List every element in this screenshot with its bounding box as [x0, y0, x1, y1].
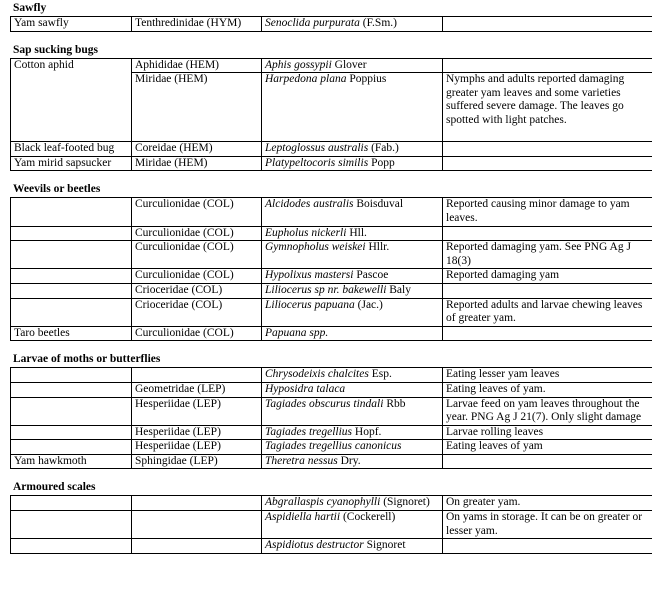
notes-cell: [443, 17, 652, 32]
table-row: [11, 496, 652, 511]
table-row: [11, 511, 652, 539]
scientific-name-cell: [262, 198, 443, 226]
table-weevils-or-beetles: [10, 197, 652, 341]
authority: Rbb: [383, 397, 406, 410]
scientific-name: Senoclida purpurata: [265, 17, 360, 29]
family-cell: Curculionidae (COL): [132, 326, 262, 341]
section-title-sawfly: Sawfly: [13, 2, 47, 14]
family-cell: [132, 368, 262, 383]
notes-cell: Eating lesser yam leaves: [443, 368, 652, 383]
family-cell: Coreidae (HEM): [132, 142, 262, 157]
scientific-name-cell: [262, 382, 443, 397]
common-name-cell: [11, 425, 132, 440]
scientific-name: Gymnopholus weiskei: [265, 241, 366, 254]
scientific-name: Platypeltocoris similis: [265, 156, 369, 169]
common-name-cell: Yam hawkmoth: [11, 454, 132, 469]
scientific-name-cell: [262, 539, 443, 554]
family-cell: Geometridae (LEP): [132, 382, 262, 397]
scientific-name: Aspidiotus destructor: [265, 539, 364, 552]
common-name-cell: [11, 269, 132, 284]
scientific-name-cell: [262, 17, 443, 32]
table-armoured-scales: [10, 495, 652, 553]
table-row: [11, 142, 652, 157]
scientific-name: Aspidiella hartii: [265, 511, 341, 524]
scientific-name: Hyposidra talaca: [265, 382, 346, 395]
notes-cell: Reported causing minor damage to yam leaves.: [443, 198, 652, 226]
authority: Baly: [386, 283, 411, 296]
table-row: [11, 58, 652, 73]
scientific-name: Harpedona plana: [265, 73, 347, 86]
scientific-name: Eupholus nickerli: [265, 226, 347, 239]
authority: Boisduval: [353, 198, 404, 211]
section-title-weevils-or-beetles: Weevils or beetles: [13, 183, 101, 196]
authority: Hopf.: [352, 425, 382, 438]
family-cell: [132, 539, 262, 554]
scientific-name-cell: [262, 156, 443, 171]
notes-cell: [443, 539, 652, 554]
family-cell: Hesperiidae (LEP): [132, 397, 262, 425]
table-row: [11, 397, 652, 425]
common-name-cell: Black leaf-footed bug: [11, 142, 132, 157]
notes-cell: [443, 156, 652, 171]
scientific-name-cell: [262, 425, 443, 440]
table-row: [11, 156, 652, 171]
notes-cell: [443, 326, 652, 341]
common-name-cell: Yam sawfly: [11, 17, 132, 32]
common-name-cell: [11, 368, 132, 383]
scientific-name-cell: [262, 241, 443, 269]
table-sap-sucking-bugs: [10, 58, 652, 172]
table-row: [11, 283, 652, 298]
scientific-name-cell: [262, 368, 443, 383]
authority: (F.Sm.): [359, 17, 397, 29]
table-row: [11, 298, 652, 326]
family-cell: Sphingidae (LEP): [132, 454, 262, 469]
common-name-cell: Taro beetles: [11, 326, 132, 341]
table-row: [11, 539, 652, 554]
scientific-name: Leptoglossus australis: [265, 142, 369, 155]
pest-document: [10, 2, 646, 554]
scientific-name: Theretra nessus: [265, 454, 338, 467]
table-larvae-of-moths-or-butterflies: [10, 367, 652, 469]
table-row: [11, 382, 652, 397]
common-name-cell: [11, 283, 132, 298]
scientific-name: Abgrallaspis cyanophylli: [265, 496, 381, 509]
scientific-name-cell: [262, 454, 443, 469]
common-name-cell: [11, 440, 132, 455]
common-name-cell: [11, 496, 132, 511]
table-row: [11, 17, 652, 32]
notes-cell: [443, 454, 652, 469]
authority: (Fab.): [368, 142, 399, 155]
common-name-cell: [11, 511, 132, 539]
family-cell: Curculionidae (COL): [132, 226, 262, 241]
table-row: [11, 425, 652, 440]
authority: Hll.: [346, 226, 367, 239]
family-cell: [132, 496, 262, 511]
family-cell: Miridae (HEM): [132, 156, 262, 171]
scientific-name: Aphis gossypii: [265, 58, 332, 71]
common-name-cell: [11, 298, 132, 326]
authority: (Signoret): [380, 496, 430, 509]
section-title-armoured-scales: Armoured scales: [13, 481, 96, 494]
scientific-name-cell: [262, 142, 443, 157]
family-cell: Hesperiidae (LEP): [132, 440, 262, 455]
table-row: [11, 326, 652, 341]
authority: (Jac.): [354, 298, 383, 311]
common-name-cell: Cotton aphid: [11, 58, 132, 142]
authority: Poppius: [346, 73, 387, 86]
notes-cell: [443, 142, 652, 157]
table-row: [11, 269, 652, 284]
notes-cell: Eating leaves of yam.: [443, 382, 652, 397]
table-row: [11, 454, 652, 469]
common-name-cell: [11, 226, 132, 241]
notes-cell: Reported adults and larvae chewing leaves of greater yam.: [443, 298, 652, 326]
scientific-name: Tagiades tregellius: [265, 425, 353, 438]
table-row: [11, 440, 652, 455]
authority: Esp.: [368, 368, 392, 381]
common-name-cell: [11, 382, 132, 397]
family-cell: Curculionidae (COL): [132, 269, 262, 284]
notes-cell: Reported damaging yam. See PNG Ag J 18(3): [443, 241, 652, 269]
common-name-cell: [11, 241, 132, 269]
scientific-name-cell: [262, 511, 443, 539]
section-title-larvae-of-moths-or-butterflies: Larvae of moths or butterflies: [13, 353, 161, 366]
notes-cell: On greater yam.: [443, 496, 652, 511]
family-cell: Curculionidae (COL): [132, 198, 262, 226]
common-name-cell: [11, 397, 132, 425]
scientific-name: Hypolixus mastersi: [265, 269, 354, 282]
notes-cell: Eating leaves of yam: [443, 440, 652, 455]
authority: Pascoe: [353, 269, 389, 282]
family-cell: Crioceridae (COL): [132, 283, 262, 298]
table-sawfly: [10, 16, 652, 32]
family-cell: Curculionidae (COL): [132, 241, 262, 269]
table-row: [11, 198, 652, 226]
authority: (Cockerell): [340, 511, 396, 524]
scientific-name-cell: [262, 283, 443, 298]
table-row: [11, 368, 652, 383]
scientific-name: Liliocerus papuana: [265, 298, 355, 311]
notes-cell: [443, 226, 652, 241]
scientific-name-cell: [262, 440, 443, 455]
common-name-cell: [11, 539, 132, 554]
notes-cell: Reported damaging yam: [443, 269, 652, 284]
family-cell: Aphididae (HEM): [132, 58, 262, 73]
section-title-sap-sucking-bugs: Sap sucking bugs: [13, 43, 99, 56]
scientific-name: Alcidodes australis: [265, 198, 354, 211]
scientific-name-cell: [262, 58, 443, 73]
scientific-name: Tagiades tregellius canonicus: [265, 440, 402, 453]
family-cell: [132, 511, 262, 539]
family-cell: Tenthredinidae (HYM): [132, 17, 262, 32]
notes-cell: On yams in storage. It can be on greater or lesser yam.: [443, 511, 652, 539]
authority: Glover: [331, 58, 367, 71]
scientific-name: Chrysodeixis chalcites: [265, 368, 369, 381]
scientific-name: Liliocerus sp nr. bakewelli: [265, 283, 387, 296]
family-cell: Crioceridae (COL): [132, 298, 262, 326]
scientific-name-cell: [262, 298, 443, 326]
family-cell: Hesperiidae (LEP): [132, 425, 262, 440]
common-name-cell: Yam mirid sapsucker: [11, 156, 132, 171]
table-row: [11, 226, 652, 241]
scientific-name: Papuana spp.: [265, 326, 329, 339]
authority: Signoret: [363, 539, 406, 552]
table-row: [11, 241, 652, 269]
scientific-name-cell: [262, 73, 443, 142]
scientific-name-cell: [262, 269, 443, 284]
authority: Dry.: [337, 454, 361, 467]
scientific-name: Tagiades obscurus tindali: [265, 397, 384, 410]
common-name-cell: [11, 198, 132, 226]
authority: Popp: [368, 156, 395, 169]
notes-cell: Larvae rolling leaves: [443, 425, 652, 440]
authority: Hllr.: [365, 241, 390, 254]
scientific-name-cell: [262, 326, 443, 341]
scientific-name-cell: [262, 496, 443, 511]
notes-cell: Larvae feed on yam leaves throughout the year. PNG Ag J 21(7). Only slight damage: [443, 397, 652, 425]
scientific-name-cell: [262, 226, 443, 241]
notes-cell: [443, 58, 652, 73]
notes-cell: Nymphs and adults reported damaging greater yam leaves and some varieties suffered severe damage. The leaves go spotted with light patches.: [443, 73, 652, 142]
notes-cell: [443, 283, 652, 298]
family-cell: Miridae (HEM): [132, 73, 262, 142]
scientific-name-cell: [262, 397, 443, 425]
